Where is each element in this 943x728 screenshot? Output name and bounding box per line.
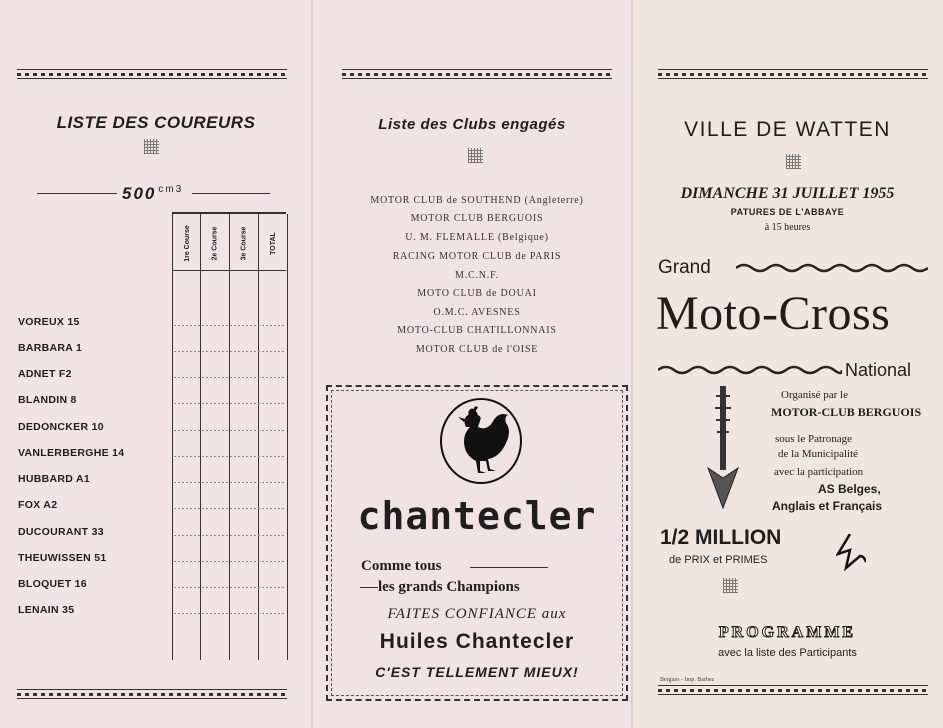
column-header: 1re Course — [183, 224, 191, 262]
ad-line-2: les grands Champions — [378, 579, 520, 595]
header-rule — [172, 270, 286, 271]
rider-entry: LENAIN 35 — [18, 604, 75, 616]
grid-column — [172, 214, 201, 660]
programme-title: PROGRAMME — [718, 624, 857, 641]
score-row-dots — [174, 613, 284, 614]
printer-credit: Bergues - Imp. Barbez — [660, 677, 715, 683]
fold-line — [631, 0, 633, 728]
arrow-icon — [706, 386, 740, 512]
rider-entry: DUCOURANT 33 — [18, 526, 104, 538]
top-border-band — [658, 69, 928, 79]
participation-line: avec la participation — [774, 466, 864, 478]
riders-title: LISTE DES COUREURS — [56, 113, 256, 132]
rider-entry: BLANDIN 8 — [18, 394, 77, 406]
ad-line-3: FAITES CONFIANCE aux — [387, 606, 567, 622]
score-row-dots — [174, 456, 284, 457]
rule-line — [37, 193, 117, 194]
club-entry: MOTOR CLUB de l'OISE — [415, 344, 539, 355]
rider-entry: VOREUX 15 — [18, 316, 80, 328]
ad-line-4: Huiles Chantecler — [379, 630, 575, 653]
grid-column — [201, 214, 230, 660]
countries-line-2: Anglais et Français — [772, 499, 883, 513]
patronage-line-1: sous le Patronage — [775, 433, 852, 445]
score-row-dots — [174, 587, 284, 588]
clubs-title: Liste des Clubs engagés — [378, 116, 566, 133]
score-row-dots — [174, 561, 284, 562]
wave-line-icon — [658, 364, 842, 376]
top-border-band — [17, 69, 287, 79]
hatch-ornament-icon — [144, 139, 159, 154]
club-entry: MOTO-CLUB CHATILLONNAIS — [397, 325, 557, 336]
club-entry: RACING MOTOR CLUB de PARIS — [392, 251, 562, 262]
club-entry: MOTOR CLUB BERGUOIS — [410, 213, 544, 224]
club-entry: MOTO CLUB de DOUAI — [417, 288, 537, 299]
rider-entry: DEDONCKER 10 — [18, 421, 104, 433]
score-row-dots — [174, 351, 284, 352]
rooster-logo-icon — [438, 397, 524, 489]
event-time: à 15 heures — [764, 222, 811, 233]
rider-entry: ADNET F2 — [18, 368, 72, 380]
organized-by: Organisé par le — [781, 389, 848, 401]
programme-subtitle: avec la liste des Participants — [718, 647, 857, 659]
class-number: 500 — [122, 184, 157, 203]
score-row-dots — [174, 430, 284, 431]
bottom-border-band — [17, 689, 287, 699]
rider-entry: THEUWISSEN 51 — [18, 552, 107, 564]
event-title: Moto-Cross — [656, 287, 891, 340]
score-row-dots — [174, 325, 284, 326]
ad-line-1: Comme tous — [361, 558, 442, 574]
score-row-dots — [174, 482, 284, 483]
countries-line-1: AS Belges, — [818, 482, 881, 496]
top-border-band — [342, 69, 612, 79]
score-row-dots — [174, 535, 284, 536]
score-row-dots — [174, 508, 284, 509]
score-row-dots — [174, 403, 284, 404]
score-grid — [172, 212, 286, 660]
hatch-ornament-icon — [786, 154, 801, 169]
rule-line — [192, 193, 270, 194]
column-header: 3e Course — [240, 226, 248, 260]
club-entry: U. M. FLEMALLE (Belgique) — [405, 232, 549, 243]
prize-amount: 1/2 MILLION — [660, 526, 782, 549]
class-unit: cm3 — [158, 184, 184, 196]
fold-line — [311, 0, 313, 728]
score-row-dots — [174, 377, 284, 378]
hatch-ornament-icon — [723, 578, 738, 593]
brand-name: chantecler — [357, 494, 597, 538]
club-entry: O.M.C. AVESNES — [433, 307, 521, 318]
national-label: National — [845, 360, 912, 380]
rider-entry: BLOQUET 16 — [18, 578, 87, 590]
town-title: VILLE DE WATTEN — [684, 118, 891, 141]
club-entry: M.C.N.F. — [455, 270, 499, 281]
event-place: PATURES DE L'ABBAYE — [730, 207, 845, 217]
rider-entry: BARBARA 1 — [18, 342, 83, 354]
rider-entry: VANLERBERGHE 14 — [18, 447, 125, 459]
bottom-border-band — [658, 685, 928, 695]
column-header: 2e Course — [211, 226, 219, 260]
rider-entry: FOX A2 — [18, 499, 58, 511]
lightning-flourish-icon — [836, 534, 866, 580]
class-label — [122, 184, 183, 204]
rider-entry: HUBBARD A1 — [18, 473, 91, 485]
rule-line — [360, 587, 378, 588]
ad-line-5: C'EST TELLEMENT MIEUX! — [375, 664, 579, 680]
grid-column — [259, 214, 288, 660]
hatch-ornament-icon — [468, 148, 483, 163]
grid-column — [230, 214, 259, 660]
club-entry: MOTOR CLUB de SOUTHEND (Angleterre) — [370, 195, 584, 206]
patronage-line-2: de la Municipalité — [778, 448, 859, 460]
column-header: TOTAL — [269, 231, 277, 255]
grand-label: Grand — [658, 257, 711, 278]
prize-subtitle: de PRIX et PRIMES — [669, 554, 768, 566]
wave-line-icon — [736, 262, 928, 274]
rule-line — [470, 567, 548, 568]
event-date: DIMANCHE 31 JUILLET 1955 — [680, 185, 895, 202]
organizer-name: MOTOR-CLUB BERGUOIS — [771, 405, 922, 419]
